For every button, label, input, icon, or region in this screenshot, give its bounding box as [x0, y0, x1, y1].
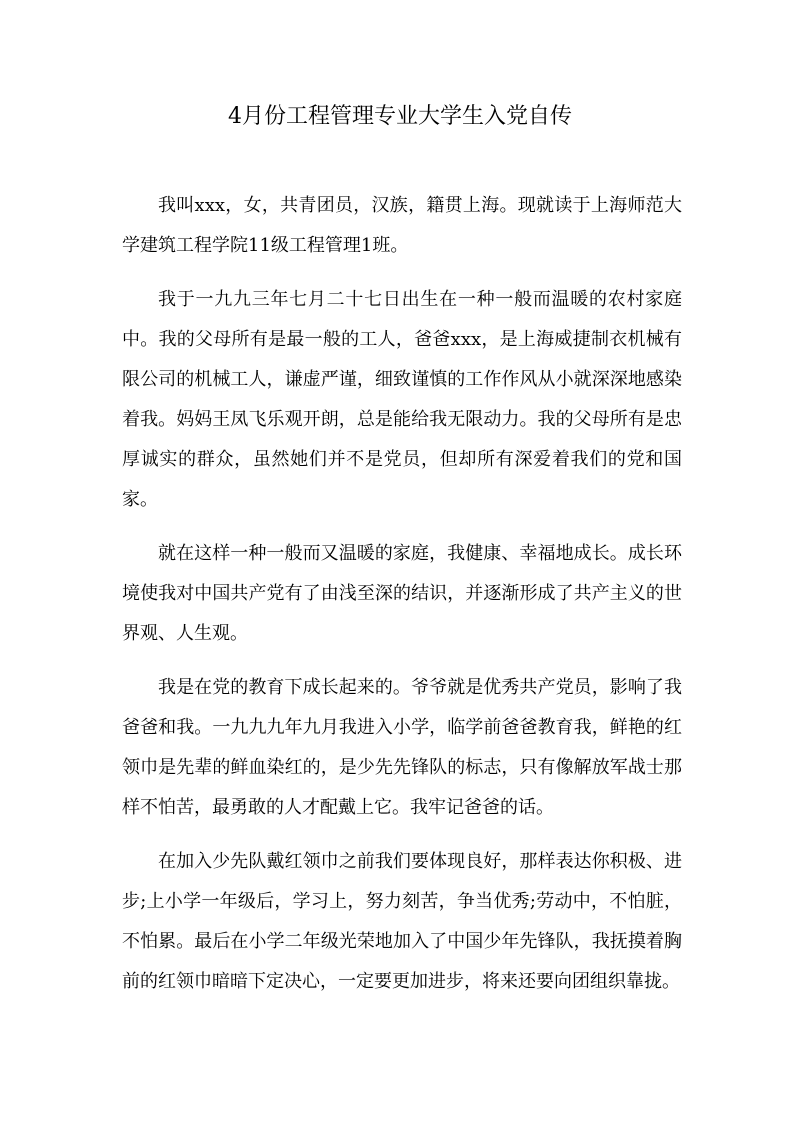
paragraph-3: 就在这样一种一般而又温暖的家庭，我健康、幸福地成长。成长环境使我对中国共产党有了由浅至深的结识，并逐渐形成了共产主义的世界观、人生观。: [122, 543, 682, 644]
paragraph-2: 我于一九九三年七月二十七日出生在一种一般而温暖的农村家庭中。我的父母所有是最一般的工人，爸爸xxx，是上海威捷制衣机械有限公司的机械工人，谦虚严谨，细致谨慎的工作作风从小就深深地感染着我。妈妈王凤飞乐观开朗，总是能给我无限动力。我的父母所有是忠厚诚实的群众，虽然她们并不是党员，但却所有深爱着我们的党和国家。: [122, 289, 682, 510]
paragraph-5: 在加入少先队戴红领巾之前我们要体现良好，那样表达你积极、进步;上小学一年级后，学习上，努力刻苦，争当优秀;劳动中，不怕脏，不怕累。最后在小学二年级光荣地加入了中国少年先锋队，我抚摸着胸前的红领巾暗暗下定决心，一定要更加进步，将来还要向团组织靠拢。: [122, 851, 682, 992]
document-body: [122, 186, 682, 1016]
paragraph-4: 我是在党的教育下成长起来的。爷爷就是优秀共产党员，影响了我爸爸和我。一九九九年九月我进入小学，临学前爸爸教育我，鲜艳的红领巾是先辈的鲜血染红的，是少先先锋队的标志，只有像解放军战士那样不怕苦，最勇敢的人才配戴上它。我牢记爸爸的话。: [122, 677, 682, 818]
page-title: 4月份工程管理专业大学生入党自传: [228, 104, 572, 129]
paragraph-1: 我叫xxx，女，共青团员，汉族，籍贯上海。现就读于上海师范大学建筑工程学院11级工程管理1班。: [122, 195, 682, 256]
